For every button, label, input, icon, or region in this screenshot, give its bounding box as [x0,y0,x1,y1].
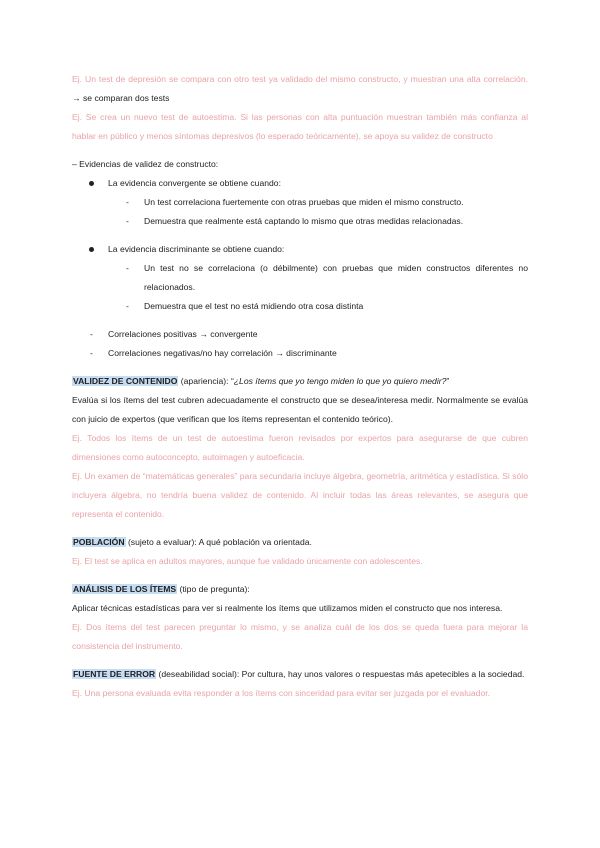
convergent-label: La evidencia convergente se obtiene cuando: [108,178,281,188]
discriminant-subitem: - Un test no se correlaciona (o débilmente) con pruebas que miden constructos diferentes no relacionados. [108,259,528,297]
summary-list [72,325,528,363]
intro-example-1 [72,70,528,108]
population-heading: POBLACIÓN (sujeto a evaluar): A qué población va orientada. [73,537,312,547]
discriminant-subitem: - Demuestra que el test no está midiendo otra cosa distinta [108,297,528,316]
population-example: Ej. El test se aplica en adultos mayores, aunque fue validado únicamente con adolescentes. [72,556,423,566]
convergent-subitem: - Demuestra que realmente está captando lo mismo que otras medidas relacionadas. [108,212,528,231]
dash-icon: - [126,301,129,311]
discriminant-sublist [72,259,528,316]
intro-example-2: Ej. Se crea un nuevo test de autoestima. Si las personas con alta puntuación muestran también más confianza al hablar en público y menos síntomas depresivos (lo esperado teóricamente), se apoya su validez de constructo [72,112,528,141]
evidence-heading: – Evidencias de validez de constructo: [72,159,219,169]
dash-icon: - [126,263,129,273]
bullet-icon [89,247,94,252]
bullet-icon [89,181,94,186]
error-source-heading: FUENTE DE ERROR (deseabilidad social): Por cultura, hay unos valores o respuestas más apetecibles a la sociedad. [73,669,525,679]
item-analysis-body: Aplicar técnicas estadísticas para ver si realmente los ítems que utilizamos miden el constructo que nos interesa. [72,603,503,613]
dash-icon: - [126,216,129,226]
summary-item: - Correlaciones negativas/no hay correlación → discriminante [72,344,528,363]
discriminant-label: La evidencia discriminante se obtiene cuando: [108,244,285,254]
section-title: VALIDEZ DE CONTENIDO [73,376,178,386]
discriminant-item [72,240,528,259]
section-title: POBLACIÓN [73,537,125,547]
summary-item: - Correlaciones positivas → convergente [72,325,528,344]
content-validity-body: Evalúa si los ítems del test cubren adecuadamente el constructo que se desea/interesa medir. Normalmente se evalúa con juicio de expertos (que verifican que los ítems representan el contenido teórico). [72,395,528,424]
convergent-subitem: - Un test correlaciona fuertemente con otras pruebas que miden el mismo constructo. [108,193,528,212]
dash-icon: - [126,197,129,207]
item-analysis-heading: ANÁLISIS DE LOS ÍTEMS (tipo de pregunta): [73,584,250,594]
evidence-list [72,174,528,193]
convergent-sublist [72,193,528,231]
content-validity-heading: VALIDEZ DE CONTENIDO (apariencia): “¿Los ítems que yo tengo miden lo que yo quiero medir?” [73,376,450,386]
content-validity-example-2: Ej. Un examen de “matemáticas generales” para secundaria incluye álgebra, geometría, aritmética y estadística. Si sólo incluyera álgebra, no tendría buena validez de contenido. Al incluir todas las áreas relevantes, se asegura que representa el contenido. [72,471,528,519]
example-text: Ej. Un test de depresión se compara con otro test ya validado del mismo constructo, y muestran una alta correlación. [72,74,528,84]
content-validity-example-1: Ej. Todos los ítems de un test de autoestima fueron revisados por expertos para asegurarse de que cubren dimensiones como autoconcepto, autoimagen y autoeficacia. [72,433,528,462]
section-title: FUENTE DE ERROR [73,669,156,679]
example-tail: → se comparan dos tests [72,93,170,103]
item-analysis-example: Ej. Dos ítems del test parecen preguntar lo mismo, y se analiza cuál de los dos se queda fuera para mejorar la consistencia del instrumento. [72,622,528,651]
section-title: ANÁLISIS DE LOS ÍTEMS [73,584,177,594]
evidence-list-2 [72,240,528,259]
error-source-example: Ej. Una persona evaluada evita responder a los ítems con sinceridad para evitar ser juzgada por el evaluador. [72,688,490,698]
convergent-item [72,174,528,193]
dash-icon: - [90,329,93,339]
content-validity-question: ¿Los ítems que yo tengo miden lo que yo quiero medir? [233,376,447,386]
dash-icon: - [90,348,93,358]
